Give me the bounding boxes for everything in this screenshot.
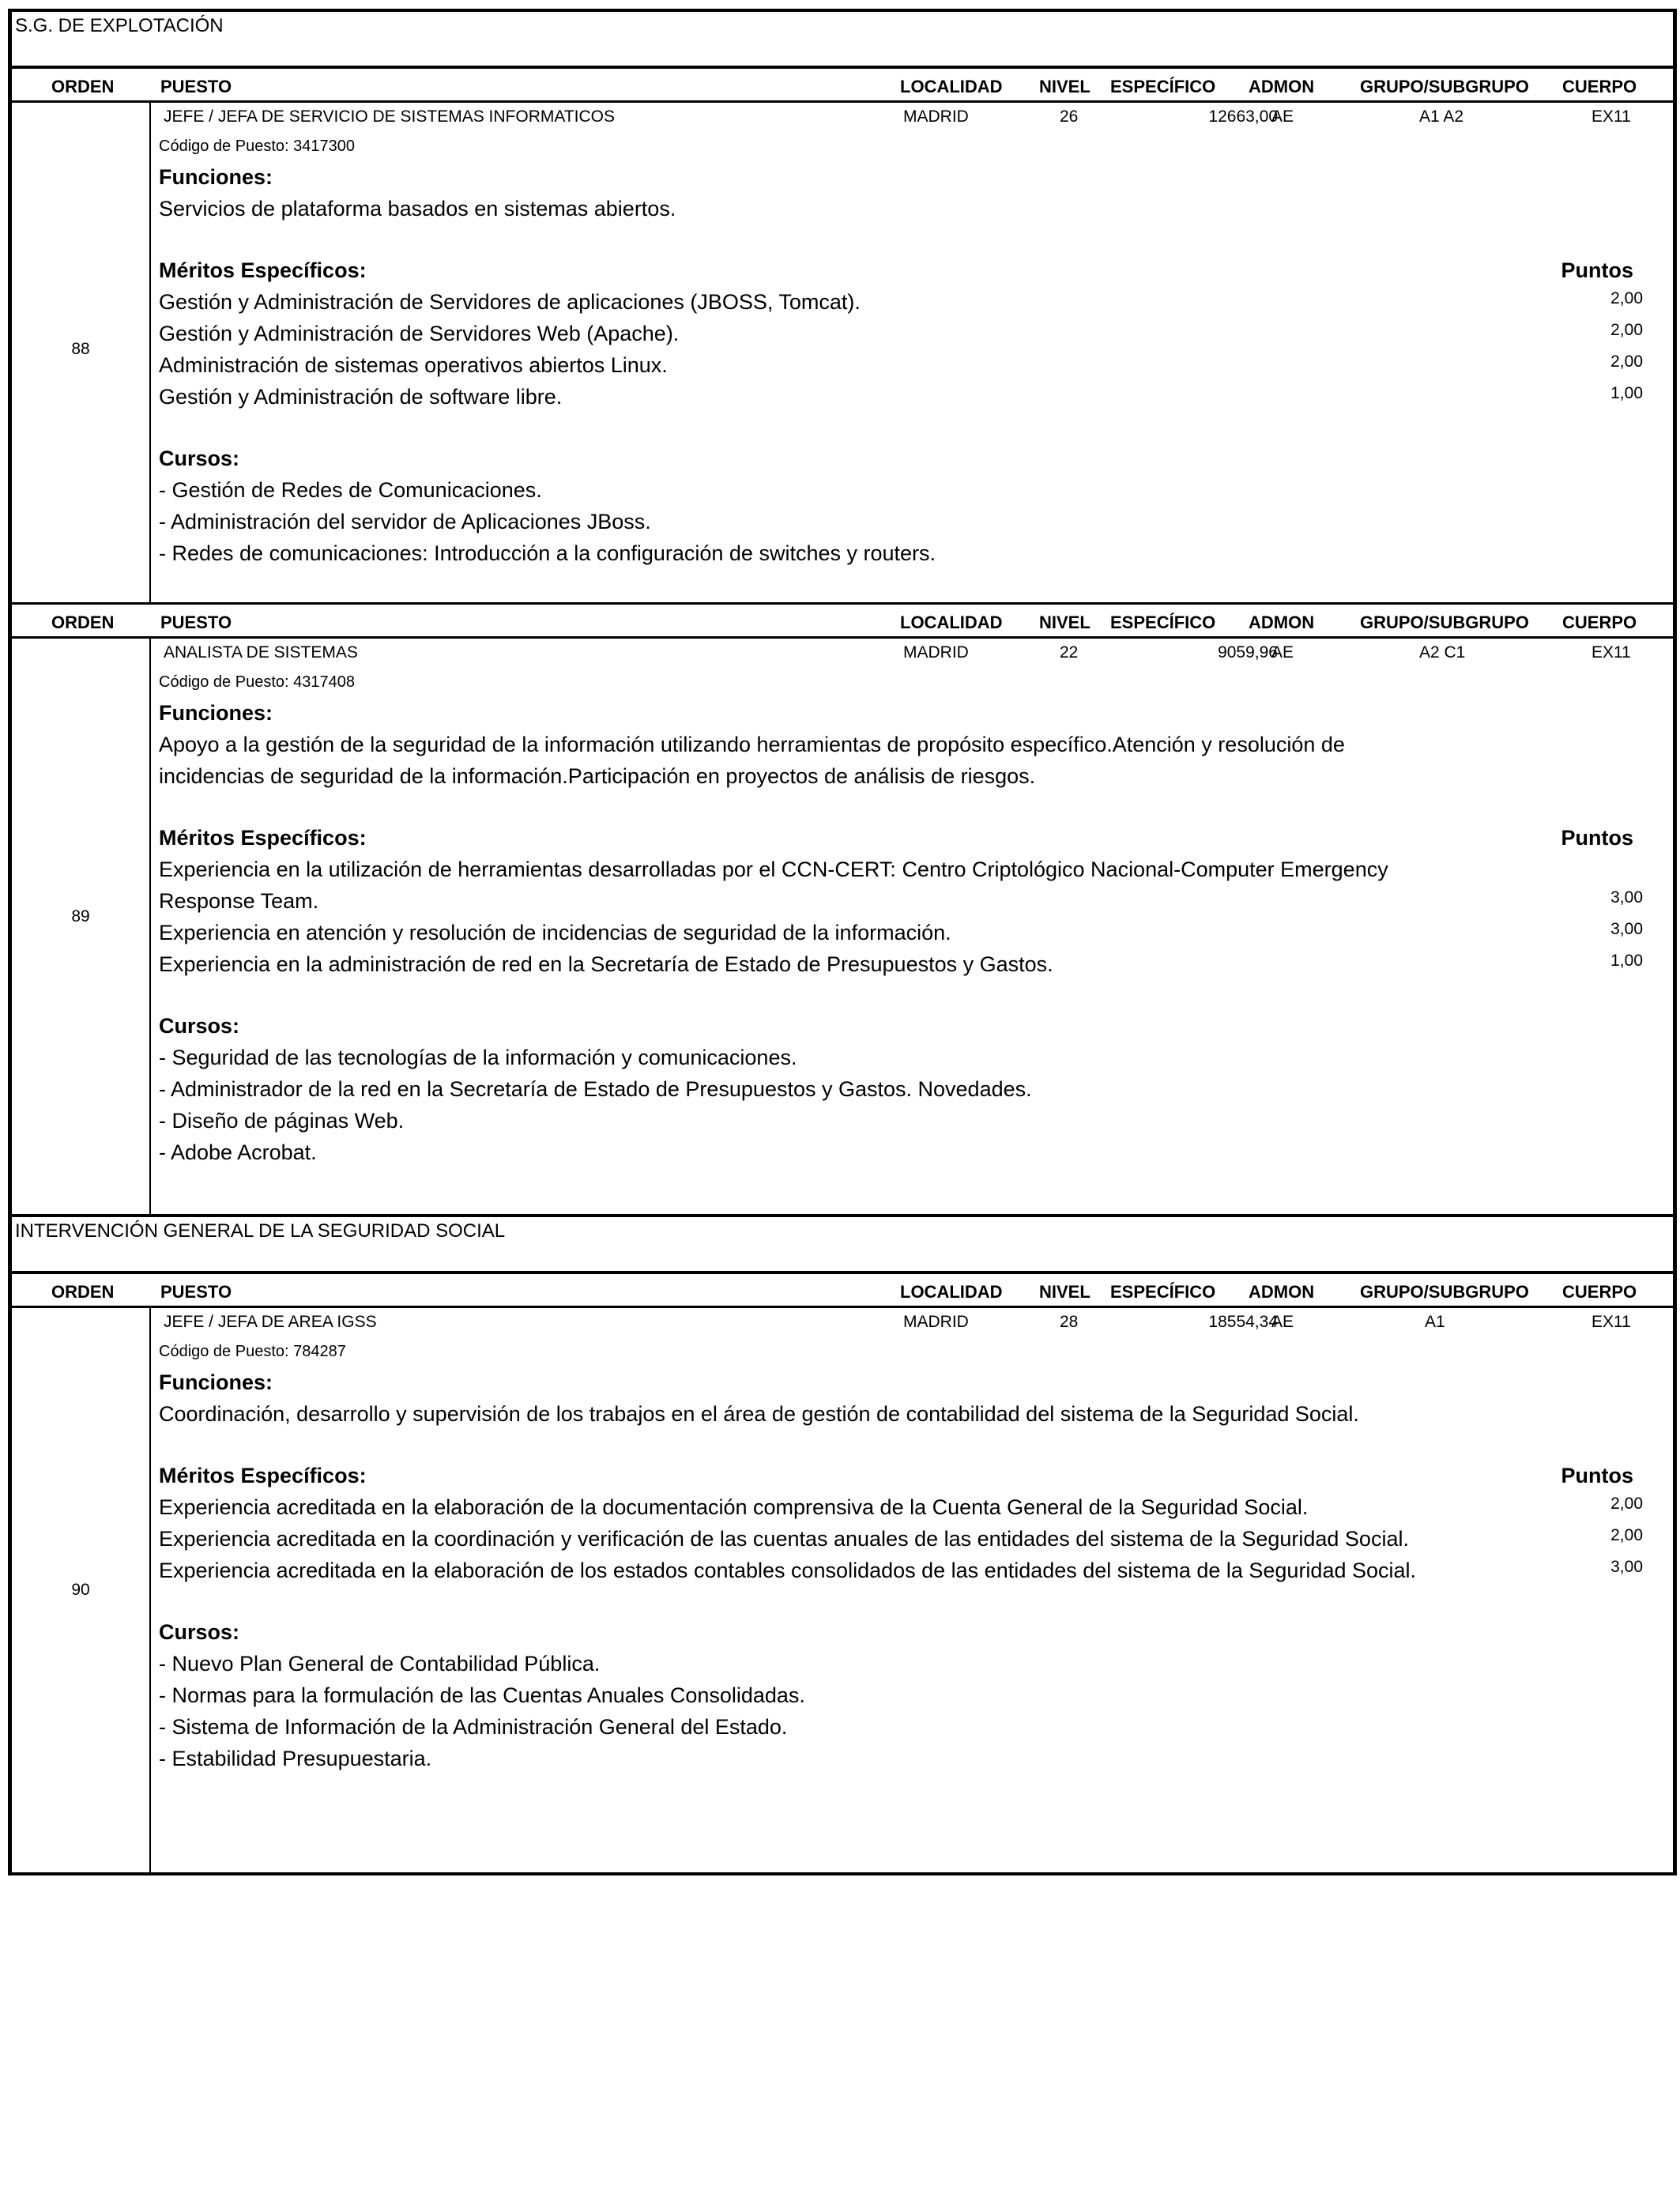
record — [12, 103, 1673, 602]
header-cuerpo: CUERPO — [1562, 613, 1637, 632]
header-cuerpo: CUERPO — [1562, 77, 1637, 96]
puntos-label: Puntos — [1561, 258, 1633, 282]
funciones-label: Funciones: — [159, 1370, 273, 1394]
funciones-label: Funciones: — [159, 165, 273, 189]
merito-text: Experiencia acreditada en la elaboración de los estados contables consolidados de las entidades del sistema de la Seguridad Social. — [159, 1559, 1417, 1582]
codigo-puesto: Código de Puesto: 4317408 — [159, 673, 355, 691]
cuerpo: EX11 — [1591, 643, 1631, 662]
document — [8, 9, 1677, 1875]
funciones-label: Funciones: — [159, 701, 273, 725]
header-cuerpo: CUERPO — [1562, 1282, 1637, 1302]
especifico: 12663,00 — [1208, 107, 1278, 126]
cuerpo: EX11 — [1591, 1313, 1631, 1331]
header-grupo: GRUPO/SUBGRUPO — [1360, 1282, 1529, 1302]
meritos-label: Méritos Específicos: — [159, 826, 367, 850]
header-especifico: ESPECÍFICO — [1110, 613, 1216, 632]
header-localidad: LOCALIDAD — [900, 1282, 1003, 1302]
cursos-label: Cursos: — [159, 1014, 240, 1038]
curso-item: - Gestión de Redes de Comunicaciones. — [159, 478, 542, 502]
merito-points: 2,00 — [1610, 321, 1643, 339]
meritos-header — [159, 254, 1673, 286]
merito-points: 1,00 — [1610, 952, 1643, 970]
meritos-label: Méritos Específicos: — [159, 1464, 367, 1487]
localidad: MADRID — [903, 1313, 969, 1331]
merito-text: Gestión y Administración de Servidores de aplicaciones (JBOSS, Tomcat). — [159, 290, 861, 314]
curso-item: - Administrador de la red en la Secretaría de Estado de Presupuestos y Gastos. Novedades. — [159, 1077, 1032, 1101]
merito-points: 1,00 — [1610, 384, 1643, 402]
section-title: S.G. DE EXPLOTACIÓN — [12, 9, 1673, 69]
header-grupo: GRUPO/SUBGRUPO — [1360, 77, 1529, 96]
puesto-row — [159, 639, 1673, 667]
header-puesto: PUESTO — [160, 1282, 232, 1302]
header-nivel: NIVEL — [1039, 1282, 1090, 1302]
header-localidad: LOCALIDAD — [900, 77, 1003, 96]
especifico: 9059,96 — [1218, 643, 1278, 662]
merito-points: 2,00 — [1610, 289, 1643, 307]
puesto-name: JEFE / JEFA DE AREA IGSS — [164, 1313, 377, 1331]
column-header — [12, 69, 1673, 103]
merito-item — [159, 318, 1643, 349]
localidad: MADRID — [903, 107, 969, 126]
curso-item: - Sistema de Información de la Administración General del Estado. — [159, 1715, 788, 1739]
merito-text: Experiencia acreditada en la elaboración de la documentación comprensiva de la Cuenta General de la Seguridad Social. — [159, 1495, 1309, 1519]
merito-points: 2,00 — [1610, 1526, 1643, 1544]
funciones-text: incidencias de seguridad de la información.Participación en proyectos de análisis de riesgos. — [159, 764, 1036, 788]
record — [12, 1308, 1673, 1875]
merito-item — [159, 349, 1643, 381]
merito-text: Administración de sistemas operativos abiertos Linux. — [159, 353, 668, 377]
header-nivel: NIVEL — [1039, 77, 1090, 96]
curso-item: - Adobe Acrobat. — [159, 1140, 317, 1164]
merito-points: 3,00 — [1610, 1558, 1643, 1576]
header-nivel: NIVEL — [1039, 613, 1090, 632]
orden-cell — [12, 1308, 151, 1872]
header-localidad: LOCALIDAD — [900, 613, 1003, 632]
merito-points: 2,00 — [1610, 352, 1643, 371]
meritos-label: Méritos Específicos: — [159, 258, 367, 282]
column-header — [12, 602, 1673, 639]
header-orden: ORDEN — [51, 1282, 115, 1302]
orden-number: 88 — [71, 340, 90, 358]
merito-points: 3,00 — [1610, 920, 1643, 938]
puntos-label: Puntos — [1561, 826, 1633, 850]
header-admon: ADMON — [1249, 613, 1315, 632]
merito-item — [159, 854, 1643, 917]
nivel: 22 — [1060, 643, 1079, 662]
curso-item: - Nuevo Plan General de Contabilidad Pública. — [159, 1652, 601, 1676]
header-puesto: PUESTO — [160, 613, 232, 632]
curso-item: - Diseño de páginas Web. — [159, 1109, 405, 1133]
header-admon: ADMON — [1249, 1282, 1315, 1302]
orden-cell — [12, 103, 151, 602]
funciones-text: Apoyo a la gestión de la seguridad de la información utilizando herramientas de propósito específico.Atención y resolución de — [159, 733, 1345, 756]
merito-item — [159, 917, 1643, 948]
puesto-name: ANALISTA DE SISTEMAS — [164, 643, 358, 662]
codigo-puesto: Código de Puesto: 3417300 — [159, 138, 355, 155]
orden-cell — [12, 639, 151, 1214]
grupo: A2 C1 — [1419, 643, 1466, 662]
header-orden: ORDEN — [51, 613, 115, 632]
meritos-header — [159, 822, 1673, 854]
merito-item — [159, 1491, 1643, 1523]
header-grupo: GRUPO/SUBGRUPO — [1360, 613, 1529, 632]
merito-text: Experiencia acreditada en la coordinación y verificación de las cuentas anuales de las entidades del sistema de la Seguridad Social. — [159, 1527, 1409, 1551]
codigo-puesto: Código de Puesto: 784287 — [159, 1343, 346, 1360]
funciones-text: Servicios de plataforma basados en sistemas abiertos. — [159, 197, 676, 221]
merito-item — [159, 381, 1643, 413]
merito-text: Experiencia en la administración de red en la Secretaría de Estado de Presupuestos y Gastos. — [159, 952, 1053, 976]
section-title: INTERVENCIÓN GENERAL DE LA SEGURIDAD SOCIAL — [12, 1214, 1673, 1274]
header-especifico: ESPECÍFICO — [1110, 1282, 1216, 1302]
localidad: MADRID — [903, 643, 969, 662]
header-especifico: ESPECÍFICO — [1110, 77, 1216, 96]
curso-item: - Redes de comunicaciones: Introducción a la configuración de switches y routers. — [159, 541, 936, 565]
header-puesto: PUESTO — [160, 77, 232, 96]
orden-number: 90 — [71, 1581, 90, 1599]
curso-item: - Estabilidad Presupuestaria. — [159, 1747, 432, 1770]
merito-text: Gestión y Administración de Servidores Web (Apache). — [159, 322, 680, 345]
merito-points: 3,00 — [1610, 888, 1643, 907]
merito-text: Experiencia en atención y resolución de incidencias de seguridad de la información. — [159, 921, 951, 944]
merito-text: Gestión y Administración de software libre. — [159, 385, 563, 409]
cursos-label: Cursos: — [159, 1620, 240, 1644]
grupo: A1 — [1425, 1313, 1445, 1331]
column-header — [12, 1274, 1673, 1308]
nivel: 26 — [1060, 107, 1079, 126]
merito-text: Experiencia en la utilización de herramientas desarrolladas por el CCN-CERT: Centro Criptológico Nacional-Computer Emergency Response Team. — [159, 858, 1388, 913]
puesto-row — [159, 1308, 1673, 1336]
header-orden: ORDEN — [51, 77, 115, 96]
merito-points: 2,00 — [1610, 1495, 1643, 1513]
admon: AE — [1271, 107, 1294, 126]
puntos-label: Puntos — [1561, 1464, 1633, 1487]
nivel: 28 — [1060, 1313, 1079, 1331]
merito-item — [159, 286, 1643, 318]
merito-item — [159, 948, 1643, 980]
meritos-header — [159, 1460, 1673, 1491]
record — [12, 639, 1673, 1214]
funciones-text: Coordinación, desarrollo y supervisión de los trabajos en el área de gestión de contabilidad del sistema de la Seguridad Social. — [159, 1402, 1359, 1426]
merito-item — [159, 1555, 1643, 1586]
header-admon: ADMON — [1249, 77, 1315, 96]
cursos-label: Cursos: — [159, 447, 240, 470]
curso-item: - Normas para la formulación de las Cuentas Anuales Consolidadas. — [159, 1683, 805, 1707]
admon: AE — [1271, 643, 1294, 662]
cuerpo: EX11 — [1591, 107, 1631, 126]
curso-item: - Administración del servidor de Aplicaciones JBoss. — [159, 510, 651, 533]
especifico: 18554,34 — [1208, 1313, 1278, 1331]
puesto-name: JEFE / JEFA DE SERVICIO DE SISTEMAS INFORMATICOS — [164, 107, 615, 126]
curso-item: - Seguridad de las tecnologías de la información y comunicaciones. — [159, 1046, 797, 1069]
admon: AE — [1271, 1313, 1294, 1331]
puesto-row — [159, 103, 1673, 131]
orden-number: 89 — [71, 907, 90, 925]
merito-item — [159, 1523, 1643, 1555]
grupo: A1 A2 — [1419, 107, 1464, 126]
